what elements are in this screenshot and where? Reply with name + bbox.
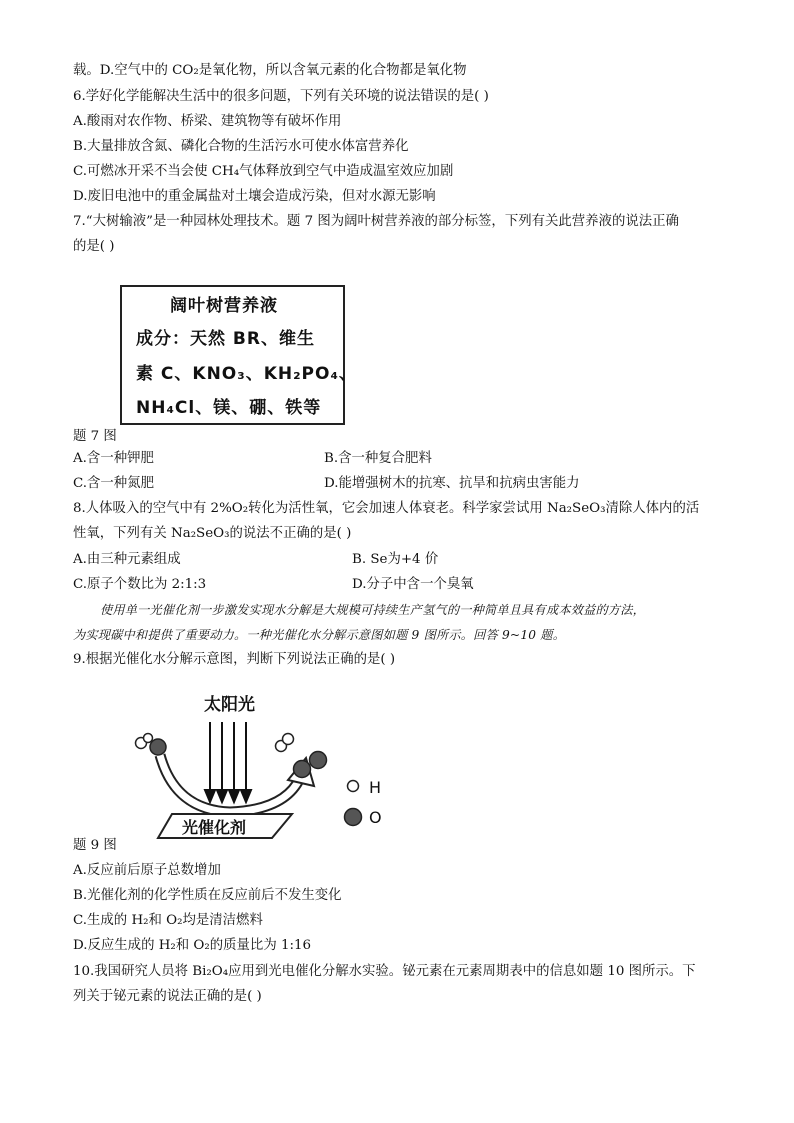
q9-option-a: A.反应前后原子总数增加 bbox=[73, 863, 221, 878]
figure-7-caption: 题 7 图 bbox=[73, 429, 117, 444]
q10-stem-line1: 10.我国研究人员将 Bi₂O₄应用到光电催化分解水实验。铋元素在元素周期表中的信息如题 10 图所示。下 bbox=[73, 964, 696, 979]
q8-stem-line2: 性氧，下列有关 Na₂SeO₃的说法不正确的是( ) bbox=[73, 526, 352, 541]
q7-stem-line2: 的是( ) bbox=[73, 239, 115, 254]
q8-option-d: D.分子中含一个臭氧 bbox=[352, 577, 474, 592]
water-molecule-icon bbox=[136, 734, 167, 756]
sunlight-label: 太阳光 bbox=[204, 695, 255, 715]
q10-stem-line2: 列关于铋元素的说法正确的是( ) bbox=[73, 989, 262, 1004]
q8-option-c: C.原子个数比为 2:1:3 bbox=[73, 577, 207, 592]
q9-option-b: B.光催化剂的化学性质在反应前后不发生变化 bbox=[73, 888, 342, 903]
q8-option-b: B. Se为+4 价 bbox=[352, 552, 439, 567]
label-title: 阔叶树营养液 bbox=[170, 296, 278, 316]
oxygen-legend-icon bbox=[345, 809, 362, 826]
q8-option-a: A.由三种元素组成 bbox=[73, 552, 181, 567]
passage-line1: 使用单一光催化剂一步激发实现水分解是大规模可持续生产氢气的一种简单且具有成本效益的方法， bbox=[100, 603, 646, 617]
q9-option-c: C.生成的 H₂和 O₂均是清洁燃料 bbox=[73, 913, 263, 928]
q6-option-a: A.酸雨对农作物、桥梁、建筑物等有破坏作用 bbox=[73, 114, 342, 129]
photocatalysis-diagram bbox=[0, 680, 794, 860]
q8-stem-line1: 8.人体吸入的空气中有 2%O₂转化为活性氧，它会加速人体衰老。科学家尝试用 Na₂SeO₃清除人体内的活 bbox=[73, 501, 700, 516]
q5-option-d-continued: 载。D.空气中的 CO₂是氧化物，所以含氧元素的化合物都是氧化物 bbox=[73, 63, 467, 78]
q6-stem: 6.学好化学能解决生活中的很多问题，下列有关环境的说法错误的是( ) bbox=[73, 89, 489, 104]
q6-option-b: B.大量排放含氮、磷化合物的生活污水可使水体富营养化 bbox=[73, 139, 409, 154]
catalyst-label: 光催化剂 bbox=[182, 818, 247, 837]
nutrient-solution-label bbox=[120, 285, 357, 425]
q7-stem-line1: 7.“大树输液”是一种园林处理技术。题 7 图为阔叶树营养液的部分标签，下列有关此营养液的说法正确 bbox=[73, 214, 679, 229]
q7-option-b: B.含一种复合肥料 bbox=[324, 451, 432, 466]
q7-option-d: D.能增强树木的抗寒、抗旱和抗病虫害能力 bbox=[324, 476, 580, 491]
label-row-3: NH₄Cl、镁、硼、铁等 bbox=[136, 398, 322, 418]
q9-option-d: D.反应生成的 H₂和 O₂的质量比为 1:16 bbox=[73, 938, 312, 953]
hydrogen-legend-icon bbox=[348, 781, 359, 792]
oxygen-molecule-icon bbox=[294, 752, 327, 778]
q7-option-c: C.含一种氮肥 bbox=[73, 476, 154, 491]
q9-stem: 9.根据光催化水分解示意图，判断下列说法正确的是( ) bbox=[73, 652, 396, 667]
label-row-2: 素 C、KNO₃、KH₂PO₄、 bbox=[136, 364, 357, 384]
passage-line2: 为实现碳中和提供了重要动力。一种光催化水分解示意图如题 9 图所示。回答 9~10 题。 bbox=[73, 628, 566, 642]
figure-9-caption: 题 9 图 bbox=[73, 838, 117, 853]
q6-option-c: C.可燃冰开采不当会使 CH₄气体释放到空气中造成温室效应加剧 bbox=[73, 164, 454, 179]
sunlight-arrows bbox=[205, 722, 251, 802]
hydrogen-molecule-icon bbox=[276, 734, 294, 752]
q6-option-d: D.废旧电池中的重金属盐对土壤会造成污染，但对水源无影响 bbox=[73, 189, 436, 204]
oxygen-legend-label: O bbox=[369, 808, 382, 827]
label-row-1: 成分：天然 BR、维生 bbox=[136, 329, 315, 349]
hydrogen-legend-label: H bbox=[369, 778, 382, 797]
q7-option-a: A.含一种钾肥 bbox=[73, 451, 154, 466]
